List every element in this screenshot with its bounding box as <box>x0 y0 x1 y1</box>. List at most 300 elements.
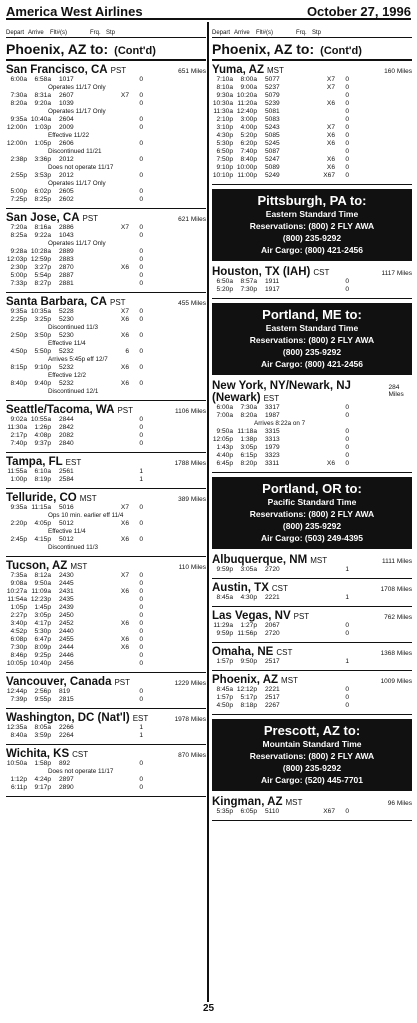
arrive-time: 11:56p <box>237 630 257 637</box>
depart-time: 6:11p <box>10 784 27 791</box>
frequency-code: X6 <box>326 140 335 147</box>
flight-number: 2450 <box>59 612 74 619</box>
stops-count: 0 <box>345 278 349 285</box>
frequency-code <box>89 280 129 288</box>
flight-row <box>6 688 206 696</box>
stops-count: 0 <box>139 588 143 595</box>
flight-number: 2602 <box>59 196 74 203</box>
stops-count: 0 <box>139 580 143 587</box>
frequency-code <box>295 694 335 702</box>
depart-time: 10:30a <box>212 100 233 107</box>
schedule-note: Discontinued 11/3 <box>48 544 98 551</box>
distance-miles: 1788 Miles <box>174 460 206 467</box>
stops-count: 0 <box>139 424 143 431</box>
depart-time: 9:08a <box>10 580 27 587</box>
stops-count: 0 <box>139 332 143 339</box>
schedule-note: Operates 11/17 Only <box>48 180 106 187</box>
depart-time: 2:55p <box>10 172 27 179</box>
flight-row <box>212 452 412 460</box>
origin-continued: (Cont'd) <box>114 45 156 57</box>
destination-name <box>6 712 148 724</box>
flight-row <box>6 316 206 324</box>
flight-header: Flt#(s) <box>50 29 67 36</box>
destination-section <box>212 579 412 607</box>
arrive-time: 1:05p <box>34 140 51 147</box>
frequency-code <box>89 156 129 164</box>
stops-count: 0 <box>139 504 143 511</box>
frequency-code <box>89 100 129 108</box>
flight-number: 892 <box>59 760 71 767</box>
arrive-time: 4:08p <box>34 432 51 439</box>
destination-header <box>212 646 412 658</box>
banner-line: (800) 235-9292 <box>282 233 342 243</box>
flight-row <box>212 594 412 602</box>
flight-row <box>212 444 412 452</box>
destination-city: Houston, TX (IAH) <box>212 266 311 278</box>
destination-header <box>212 64 412 76</box>
time-zone: MST <box>310 556 328 565</box>
flight-row <box>6 604 206 612</box>
flight-row <box>6 660 206 668</box>
flight-row <box>212 808 412 816</box>
depart-time: 3:10p <box>216 124 233 131</box>
destination-section <box>6 209 206 293</box>
flight-number: 2844 <box>59 416 74 423</box>
schedule-date: October 27, 1996 <box>306 3 411 19</box>
depart-time: 2:20p <box>10 520 27 527</box>
stops-count: 0 <box>345 132 349 139</box>
flight-number: 5232 <box>59 364 74 371</box>
frequency-header: Frq. <box>90 29 101 36</box>
flight-number: 2082 <box>59 432 74 439</box>
destination-section <box>6 489 206 557</box>
depart-time: 6:50p <box>216 148 233 155</box>
distance-miles: 1111 Miles <box>382 558 412 565</box>
frequency-code: 6 <box>125 348 129 355</box>
schedule-note: Operates 11/17 Only <box>48 84 106 91</box>
flight-row <box>212 622 412 630</box>
flight-row <box>212 164 412 172</box>
stops-count: 0 <box>345 622 349 629</box>
flight-number: 2887 <box>59 272 74 279</box>
depart-time: 9:10p <box>216 164 233 171</box>
stops-header: Stp <box>312 29 322 36</box>
flight-row <box>212 412 412 420</box>
frequency-code <box>295 452 335 460</box>
banner-title: Portland, ME to: <box>262 307 362 322</box>
flight-row <box>6 156 206 164</box>
distance-miles: 1106 Miles <box>175 408 206 415</box>
destination-header <box>6 560 206 572</box>
flight-row <box>212 702 412 710</box>
flight-number: 2267 <box>265 702 280 709</box>
schedule-note: Effective 11/4 <box>48 528 86 535</box>
flight-row <box>6 652 206 660</box>
flight-number: 2720 <box>265 566 280 573</box>
arrive-time: 10:20a <box>236 92 257 99</box>
destination-name <box>6 404 133 416</box>
banner-line: Reservations: (800) 2 FLY AWA <box>249 221 375 231</box>
origin-heading <box>6 41 206 61</box>
arrive-time: 10:00p <box>236 164 257 171</box>
depart-time: 1:12p <box>10 776 27 783</box>
depart-time: 2:38p <box>10 156 27 163</box>
banner-line: Air Cargo: (503) 249-4395 <box>260 533 364 543</box>
depart-time: 6:50a <box>216 278 233 285</box>
flight-number: 5012 <box>59 520 74 527</box>
origin-heading <box>212 41 412 61</box>
frequency-code <box>295 444 335 452</box>
time-zone: CST <box>271 584 288 593</box>
stops-count: 0 <box>139 536 143 543</box>
stops-count: 0 <box>139 256 143 263</box>
arrive-time: 5:54p <box>34 272 51 279</box>
frequency-code <box>295 428 335 436</box>
flight-row <box>212 172 412 180</box>
arrive-time: 10:28a <box>30 248 51 255</box>
arrive-time: 1:03p <box>34 124 51 131</box>
schedule-note: Operates 11/17 Only <box>48 240 106 247</box>
frequency-code <box>89 172 129 180</box>
depart-time: 12:05p <box>212 436 233 443</box>
depart-time: 1:43p <box>216 444 233 451</box>
frequency-code: X6 <box>120 636 129 643</box>
banner-title: Pittsburgh, PA to: <box>257 193 367 208</box>
flight-number: 5079 <box>265 92 280 99</box>
arrive-time: 11:00p <box>237 172 257 179</box>
page-number: 25 <box>202 1003 215 1014</box>
flight-number: 2605 <box>59 188 74 195</box>
arrive-time: 10:40p <box>30 660 51 667</box>
frequency-code <box>295 286 335 294</box>
stops-count: 0 <box>345 124 349 131</box>
flight-number: 5239 <box>265 100 280 107</box>
stops-count: 0 <box>139 196 143 203</box>
flight-number: 2439 <box>59 604 74 611</box>
arrive-time: 12:12p <box>236 686 257 693</box>
depart-time: 7:20a <box>10 224 27 231</box>
destination-section <box>212 793 412 821</box>
banner-line: (800) 235-9292 <box>282 347 342 357</box>
right-column <box>212 28 412 821</box>
distance-miles: 621 Miles <box>178 216 206 223</box>
depart-time: 7:39p <box>10 696 27 703</box>
flight-row <box>6 116 206 124</box>
arrive-time: 1:45p <box>34 604 51 611</box>
depart-time: 8:40a <box>10 732 27 739</box>
depart-time: 5:20p <box>216 286 233 293</box>
depart-time: 4:30p <box>216 132 233 139</box>
depart-time: 4:50p <box>10 348 27 355</box>
destination-section <box>212 377 412 473</box>
arrive-time: 3:27p <box>34 264 51 271</box>
frequency-code <box>89 696 129 704</box>
time-zone: PST <box>293 612 310 621</box>
destination-header <box>6 212 206 224</box>
depart-time: 2:45p <box>10 536 27 543</box>
arrive-time: 8:20p <box>240 460 257 467</box>
arrive-time: 8:27p <box>34 280 51 287</box>
arrive-time: 4:30p <box>240 594 257 601</box>
depart-time: 8:25a <box>10 232 27 239</box>
flight-row <box>6 644 206 652</box>
arrive-time: 8:00a <box>240 76 257 83</box>
destination-name <box>212 674 298 686</box>
flight-number: 2009 <box>59 124 74 131</box>
flight-row <box>6 588 206 596</box>
flight-row <box>212 428 412 436</box>
schedule-note: Effective 12/2 <box>48 372 87 379</box>
schedule-note: Ops 10 min. earlier eff 11/4 <box>48 512 124 519</box>
arrive-time: 10:40a <box>30 116 51 123</box>
stops-count: 0 <box>139 272 143 279</box>
flight-row <box>6 364 206 372</box>
flight-number: 2440 <box>59 628 74 635</box>
flight-row <box>6 636 206 644</box>
banner-line: Reservations: (800) 2 FLY AWA <box>249 509 375 519</box>
time-zone: MST <box>285 798 303 807</box>
depart-time: 7:33p <box>10 280 27 287</box>
flight-number: 819 <box>59 688 71 695</box>
depart-time: 12:35a <box>6 724 27 731</box>
time-zone: EST <box>65 458 82 467</box>
frequency-code: X7 <box>120 572 129 579</box>
stops-count: 0 <box>139 644 143 651</box>
frequency-code: X6 <box>120 520 129 527</box>
frequency-code: X7 <box>120 504 129 511</box>
frequency-code: X67 <box>323 172 335 179</box>
stops-count: 0 <box>139 124 143 131</box>
stops-count: 1 <box>345 594 349 601</box>
destination-section <box>212 607 412 643</box>
flight-row <box>212 436 412 444</box>
flight-number: 1039 <box>59 100 74 107</box>
depart-time: 7:35a <box>10 572 27 579</box>
depart-time: 9:59p <box>216 630 233 637</box>
stops-count: 0 <box>139 572 143 579</box>
depart-time: 2:30p <box>10 264 27 271</box>
frequency-code <box>89 604 129 612</box>
depart-time: 8:45a <box>216 686 233 693</box>
destination-section <box>212 61 412 185</box>
stops-count: 0 <box>139 628 143 635</box>
flight-row <box>6 424 206 432</box>
stops-count: 0 <box>345 452 349 459</box>
stops-count: 1 <box>345 658 349 665</box>
flight-number: 5087 <box>265 148 280 155</box>
destination-name <box>212 646 292 658</box>
depart-time: 1:00p <box>10 476 27 483</box>
destination-header <box>6 676 206 688</box>
destination-section <box>6 673 206 709</box>
frequency-code <box>89 596 129 604</box>
flight-row <box>6 308 206 316</box>
destination-city: Austin, TX <box>212 582 269 594</box>
distance-miles: 1117 Miles <box>381 270 412 277</box>
stops-count: 0 <box>345 116 349 123</box>
depart-header: Depart <box>212 29 231 36</box>
frequency-code <box>295 278 335 286</box>
flight-number: 2889 <box>59 248 74 255</box>
time-zone: MST <box>266 66 284 75</box>
destination-name <box>6 676 130 688</box>
frequency-code: X6 <box>326 164 335 171</box>
arrive-time: 5:50p <box>34 348 51 355</box>
stops-count: 0 <box>139 696 143 703</box>
depart-time: 8:10a <box>216 84 233 91</box>
depart-time: 8:40p <box>10 380 27 387</box>
flight-row <box>6 76 206 84</box>
flight-number: 5232 <box>59 380 74 387</box>
distance-miles: 160 Miles <box>384 68 412 75</box>
flight-row <box>6 784 206 792</box>
banner-line: Mountain Standard Time <box>262 739 362 749</box>
time-zone: PST <box>82 214 99 223</box>
arrive-time: 8:57a <box>240 278 257 285</box>
flight-row <box>6 596 206 604</box>
flight-row <box>6 188 206 196</box>
depart-time: 8:20a <box>10 100 27 107</box>
flight-number: 2607 <box>59 92 74 99</box>
flight-row <box>6 256 206 264</box>
frequency-code <box>89 232 129 240</box>
stops-count: 0 <box>139 604 143 611</box>
flight-number: 5228 <box>59 308 74 315</box>
frequency-code <box>89 580 129 588</box>
arrive-time: 6:58a <box>34 76 51 83</box>
arrive-time: 6:47p <box>34 636 51 643</box>
destination-name <box>6 212 98 224</box>
stops-count: 0 <box>139 76 143 83</box>
flight-row <box>212 156 412 164</box>
depart-time: 12:44p <box>6 688 27 695</box>
flight-row <box>212 76 412 84</box>
stops-count: 0 <box>345 460 349 467</box>
frequency-code: X6 <box>120 536 129 543</box>
arrive-time: 9:50p <box>240 658 257 665</box>
destination-city: Albuquerque, NM <box>212 554 308 566</box>
frequency-code <box>89 784 129 792</box>
frequency-code <box>89 688 129 696</box>
banner-line: Reservations: (800) 2 FLY AWA <box>249 335 375 345</box>
flight-row <box>6 100 206 108</box>
destination-section <box>212 671 412 715</box>
destination-name <box>212 582 288 594</box>
stops-count: 0 <box>345 92 349 99</box>
flight-row <box>6 520 206 528</box>
flight-number: 2720 <box>265 630 280 637</box>
flight-row <box>6 440 206 448</box>
frequency-code <box>89 776 129 784</box>
frequency-code <box>89 440 129 448</box>
stops-count: 0 <box>139 432 143 439</box>
schedule-note: Does not operate 11/17 <box>48 768 114 775</box>
flight-number: 3317 <box>265 404 280 411</box>
flight-row <box>6 776 206 784</box>
time-zone: MST <box>281 676 298 685</box>
depart-time: 2:25p <box>10 316 27 323</box>
depart-time: 1:57p <box>216 658 233 665</box>
stops-count: 0 <box>345 404 349 411</box>
destination-section <box>6 293 206 401</box>
frequency-code: X6 <box>120 332 129 339</box>
flight-number: 2517 <box>265 694 280 701</box>
frequency-code <box>89 272 129 280</box>
destination-header <box>6 296 206 308</box>
flight-number: 3323 <box>265 452 280 459</box>
frequency-code <box>89 476 129 484</box>
flight-number: 5243 <box>265 124 280 131</box>
arrive-time: 3:00p <box>240 116 257 123</box>
column-headers <box>212 28 412 38</box>
destination-city: Vancouver, Canada <box>6 676 112 688</box>
destination-header <box>212 554 412 566</box>
flight-row <box>6 504 206 512</box>
flight-row <box>6 380 206 388</box>
frequency-code <box>295 702 335 710</box>
frequency-code: X7 <box>326 84 335 91</box>
flight-row <box>212 286 412 294</box>
flight-number: 2840 <box>59 440 74 447</box>
depart-time: 7:50p <box>216 156 233 163</box>
frequency-code: X6 <box>326 460 335 467</box>
depart-time: 12:03p <box>6 256 27 263</box>
flight-number: 5247 <box>265 156 280 163</box>
stops-count: 0 <box>139 116 143 123</box>
destination-name <box>6 560 87 572</box>
depart-time: 2:17p <box>10 432 27 439</box>
flight-row <box>6 760 206 768</box>
arrive-time: 9:55p <box>34 696 51 703</box>
flight-number: 5083 <box>265 116 280 123</box>
frequency-code <box>89 724 129 732</box>
flight-number: 1917 <box>265 286 280 293</box>
destination-header <box>6 492 206 504</box>
arrive-time: 3:53p <box>34 172 51 179</box>
stops-count: 0 <box>345 164 349 171</box>
flight-number: 5249 <box>265 172 280 179</box>
flight-number: 2584 <box>59 476 74 483</box>
stops-count: 0 <box>139 652 143 659</box>
time-zone: CST <box>72 750 89 759</box>
destination-name <box>212 554 327 566</box>
frequency-code: X6 <box>120 588 129 595</box>
frequency-code <box>89 424 129 432</box>
schedule-note: Arrives 5:45p eff 12/7 <box>48 356 108 363</box>
flight-row <box>212 630 412 638</box>
schedule-note: Effective 11/4 <box>48 340 86 347</box>
depart-time: 6:00a <box>216 404 233 411</box>
origin-continued: (Cont'd) <box>320 45 362 57</box>
banner-line: Pacific Standard Time <box>267 497 357 507</box>
stops-count: 0 <box>139 188 143 195</box>
stops-count: 0 <box>139 688 143 695</box>
arrive-time: 4:15p <box>34 536 51 543</box>
stops-count: 0 <box>139 784 143 791</box>
distance-miles: 651 Miles <box>178 68 206 75</box>
depart-time: 10:27a <box>6 588 27 595</box>
depart-time: 5:00p <box>10 188 27 195</box>
frequency-code: X67 <box>323 808 335 815</box>
flight-row <box>6 476 206 484</box>
stops-count: 0 <box>345 412 349 419</box>
stops-count: 0 <box>139 776 143 783</box>
flight-number: 2881 <box>59 280 74 287</box>
time-zone: MST <box>79 494 97 503</box>
frequency-code <box>295 436 335 444</box>
frequency-code: X7 <box>326 124 335 131</box>
frequency-code <box>89 660 129 668</box>
